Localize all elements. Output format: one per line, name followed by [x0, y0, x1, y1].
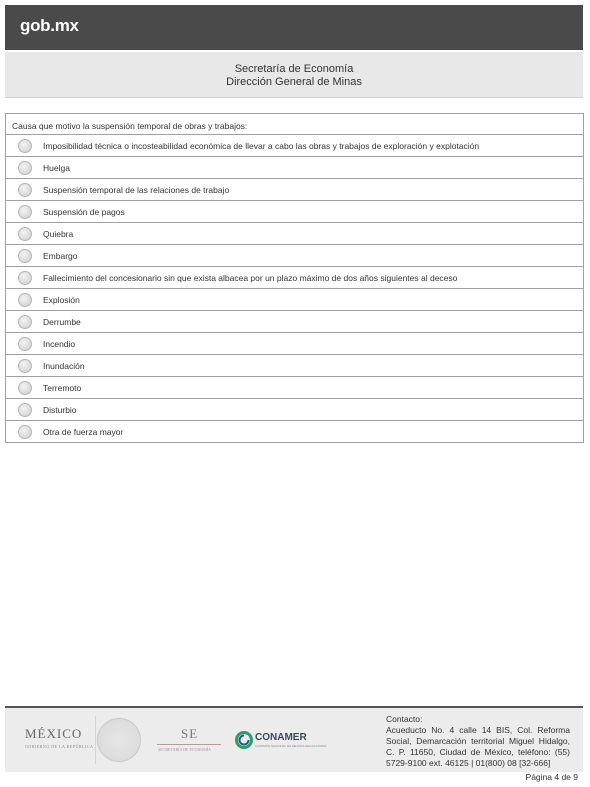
se-logo-rule	[157, 744, 221, 745]
option-row[interactable]	[6, 377, 583, 399]
question-label: Causa que motivo la suspensión temporal de obras y trabajos:	[6, 114, 583, 135]
option-label: Embargo	[43, 250, 78, 261]
contact-address: Acueducto No. 4 calle 14 BIS, Col. Reforma Social, Demarcación territorial Miguel Hidalgo, C. P. 11650, Ciudad de México, teléfono: (55) 5729-9100 ext. 46125 | 01(800) 08 [32-666]	[386, 725, 570, 768]
department-name: Dirección General de Minas	[226, 76, 362, 88]
radio-button[interactable]	[18, 425, 32, 439]
page-number: Página 4 de 9	[525, 772, 578, 782]
radio-button[interactable]	[18, 271, 32, 285]
radio-button[interactable]	[18, 139, 32, 153]
option-row[interactable]	[6, 179, 583, 201]
option-row[interactable]	[6, 267, 583, 289]
option-row[interactable]	[6, 223, 583, 245]
radio-button[interactable]	[18, 227, 32, 241]
se-logo: SE	[181, 726, 199, 741]
option-row[interactable]	[6, 201, 583, 223]
logo-divider	[95, 716, 96, 764]
option-label: Quiebra	[43, 228, 74, 239]
option-row[interactable]	[6, 333, 583, 355]
radio-button[interactable]	[18, 403, 32, 417]
radio-button[interactable]	[18, 293, 32, 307]
mexico-logo-subtitle: GOBIERNO DE LA REPÚBLICA	[25, 744, 94, 749]
options-list	[6, 135, 583, 443]
option-label: Inundación	[43, 360, 85, 371]
mexico-logo: MÉXICO	[25, 726, 83, 741]
option-label: Suspensión temporal de las relaciones de trabajo	[43, 184, 230, 195]
se-logo-subtitle: SECRETARÍA DE ECONOMÍA	[158, 747, 212, 752]
option-label: Imposibilidad técnica o incosteabilidad económica de llevar a cabo las obras y trabajos de exploración y explotación	[43, 140, 480, 151]
conamer-emblem-icon	[235, 731, 253, 749]
national-seal-icon	[97, 718, 141, 762]
radio-button[interactable]	[18, 337, 32, 351]
suspension-cause-form	[5, 113, 584, 443]
contact-info	[386, 714, 570, 769]
contact-title: Contacto:	[386, 714, 423, 724]
option-label: Fallecimiento del concesionario sin que exista albacea por un plazo máximo de dos años siguientes al deceso	[43, 272, 458, 283]
option-label: Huelga	[43, 162, 70, 173]
radio-button[interactable]	[18, 315, 32, 329]
option-row[interactable]	[6, 157, 583, 179]
agency-name: Secretaría de Economía	[234, 63, 354, 75]
option-row[interactable]	[6, 355, 583, 377]
radio-button[interactable]	[18, 359, 32, 373]
option-row[interactable]	[6, 421, 583, 443]
option-label: Derrumbe	[43, 316, 81, 327]
option-label: Incendio	[43, 338, 76, 349]
radio-button[interactable]	[18, 249, 32, 263]
radio-button[interactable]	[18, 205, 32, 219]
conamer-wordmark: CONAMER	[255, 732, 307, 743]
option-label: Explosión	[43, 294, 80, 305]
option-label: Disturbio	[43, 404, 77, 415]
radio-button[interactable]	[18, 381, 32, 395]
option-row[interactable]	[6, 135, 583, 157]
option-label: Suspensión de pagos	[43, 206, 125, 217]
option-row[interactable]	[6, 311, 583, 333]
top-header-bar	[5, 5, 583, 50]
option-label: Terremoto	[43, 382, 82, 393]
agency-header	[5, 52, 583, 98]
conamer-subtitle: COMISIÓN NACIONAL DE MEJORA REGULATORIA	[255, 744, 327, 748]
option-row[interactable]	[6, 289, 583, 311]
radio-button[interactable]	[18, 161, 32, 175]
option-row[interactable]	[6, 245, 583, 267]
gobmx-logo[interactable]: gob.mx	[20, 16, 79, 35]
radio-button[interactable]	[18, 183, 32, 197]
option-row[interactable]	[6, 399, 583, 421]
footer	[5, 706, 583, 772]
option-label: Otra de fuerza mayor	[43, 426, 124, 437]
